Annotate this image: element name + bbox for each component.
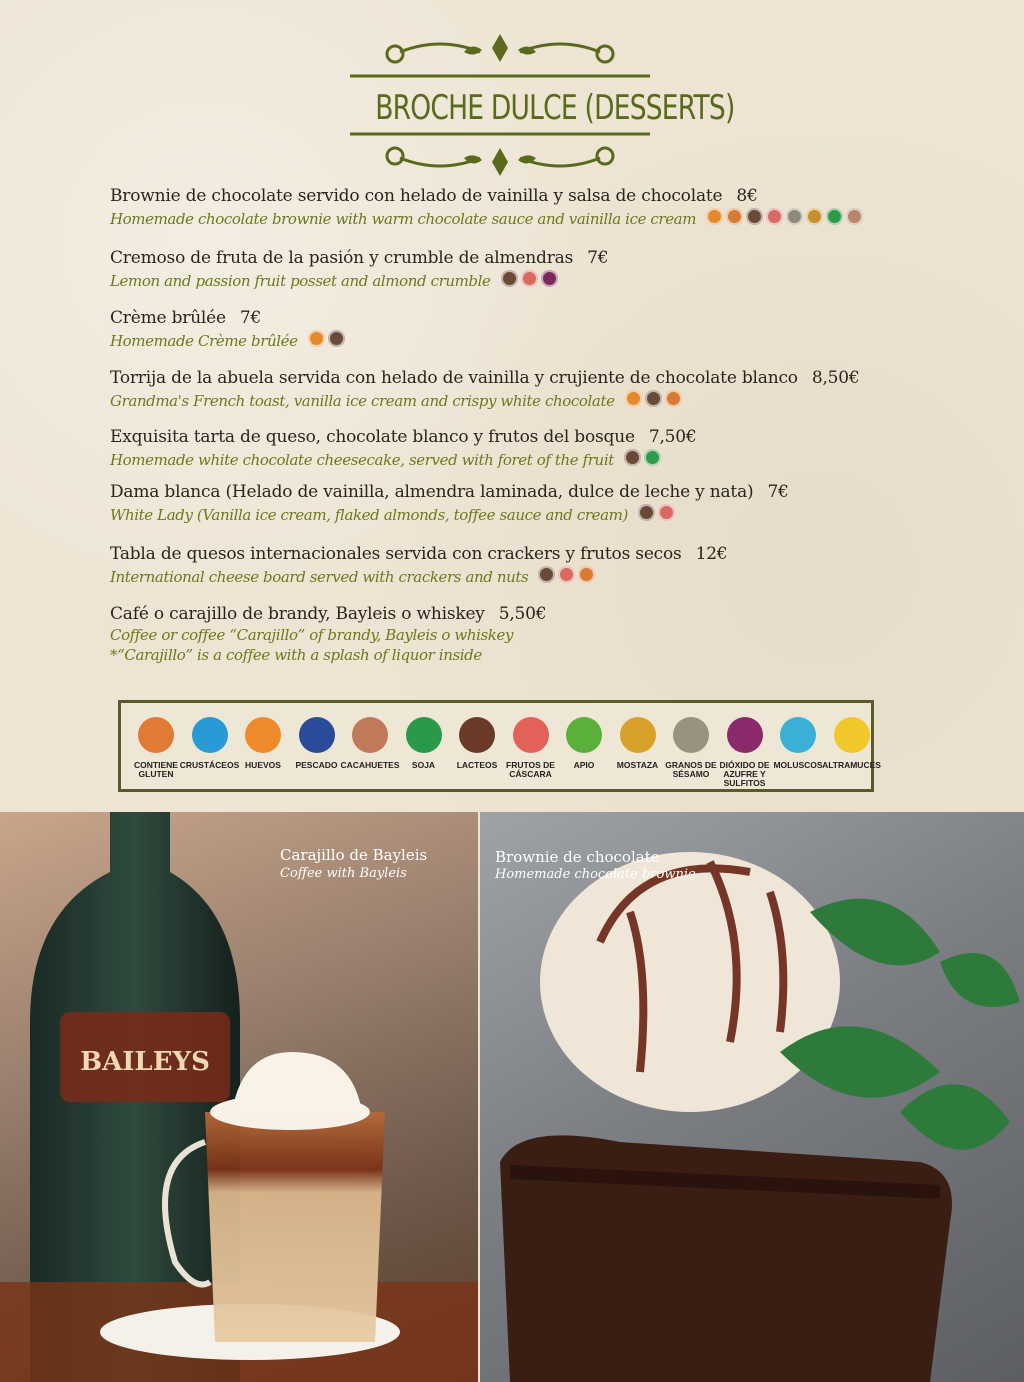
allergen-icon	[826, 208, 843, 225]
dish-description: Homemade chocolate brownie with warm chocolate sauce and vainilla ice cream	[110, 209, 697, 228]
celery-icon	[566, 717, 602, 753]
legend-label: MOLUSCOS	[773, 760, 823, 770]
allergen-icons	[308, 330, 348, 351]
baileys-coffee-image	[0, 812, 478, 1382]
allergen-icons	[638, 504, 678, 525]
allergen-icon	[665, 390, 682, 407]
list-item	[110, 544, 727, 587]
allergen-icon	[645, 390, 662, 407]
dish-description: Grandma's French toast, vanilla ice cream and crispy white chocolate	[110, 391, 615, 410]
eggs-icon	[245, 717, 281, 753]
allergen-icon	[726, 208, 743, 225]
allergen-icon	[746, 208, 763, 225]
menu-title: BROCHE DULCE (DESSERTS)	[375, 88, 735, 128]
legend-label: PESCADO	[295, 760, 338, 770]
allergen-icon	[846, 208, 863, 225]
dish-price: 12€	[695, 544, 728, 564]
dish-description: Coffee or coffee “Carajillo” of brandy, Bayleis o whiskey	[110, 626, 514, 644]
list-item	[110, 186, 866, 229]
fish-icon	[299, 717, 335, 753]
dish-name: Tabla de quesos internacionales servida con crackers y frutos secos	[110, 544, 682, 564]
sulphite-icon	[727, 717, 763, 753]
menu-header	[340, 30, 735, 180]
sesame-icon	[673, 717, 709, 753]
milk-icon	[459, 717, 495, 753]
list-item	[110, 308, 348, 351]
dish-name: Dama blanca (Helado de vainilla, almendra laminada, dulce de leche y nata)	[110, 482, 754, 502]
dish-description: International cheese board served with crackers and nuts	[110, 567, 529, 586]
photo-subtitle: Coffee with Bayleis	[280, 866, 407, 881]
photo-title: Carajillo de Bayleis	[280, 846, 428, 864]
dish-price: 7€	[767, 482, 789, 502]
allergen-icon	[806, 208, 823, 225]
soy-icon	[406, 717, 442, 753]
wheat-icon	[138, 717, 174, 753]
dish-description: Homemade white chocolate cheesecake, served with foret of the fruit	[110, 450, 614, 469]
dish-description: Lemon and passion fruit posset and almond crumble	[110, 271, 491, 290]
list-item	[110, 248, 608, 291]
allergen-icons	[706, 208, 866, 229]
crab-icon	[192, 717, 228, 753]
allergen-icon	[644, 449, 661, 466]
legend-label: ALTRAMUCES	[822, 760, 881, 770]
allergen-icon	[558, 566, 575, 583]
allergen-icon	[521, 270, 538, 287]
list-item	[110, 368, 860, 411]
dish-price: 7€	[587, 248, 609, 268]
peanut-icon	[352, 717, 388, 753]
legend-label: SOJA	[411, 760, 436, 770]
dish-name: Brownie de chocolate servido con helado de vainilla y salsa de chocolate	[110, 186, 723, 206]
dish-price: 7€	[239, 308, 262, 328]
list-item	[110, 604, 546, 664]
shell-icon	[780, 717, 816, 753]
allergen-icons	[538, 566, 598, 587]
dish-note: *“Carajillo” is a coffee with a splash of liquor inside	[110, 646, 482, 664]
allergen-icon	[578, 566, 595, 583]
allergen-icons	[624, 449, 664, 470]
dish-price: 7,50€	[648, 427, 697, 447]
dish-name: Café o carajillo de brandy, Bayleis o whiskey	[110, 604, 485, 624]
mustard-icon	[620, 717, 656, 753]
dish-price: 5,50€	[498, 604, 547, 624]
nut-icon	[513, 717, 549, 753]
allergen-icon	[625, 390, 642, 407]
allergen-icon	[501, 270, 518, 287]
allergen-icons	[501, 270, 561, 291]
carajillo-photo	[0, 812, 478, 1382]
legend-label: HUEVOS	[245, 760, 281, 770]
allergen-icon	[766, 208, 783, 225]
allergen-icon	[538, 566, 555, 583]
allergen-legend	[118, 700, 881, 792]
legend-item	[817, 717, 887, 770]
allergen-icon	[624, 449, 641, 466]
lupin-icon	[834, 717, 870, 753]
legend-label: GRANOS DE SÉSAMO	[665, 760, 717, 779]
legend-label: CONTIENE GLUTEN	[134, 760, 178, 779]
legend-label: MOSTAZA	[616, 760, 659, 770]
allergen-icon	[786, 208, 803, 225]
legend-label: CRUSTÁCEOS	[179, 760, 240, 770]
list-item	[110, 482, 789, 525]
dish-name: Exquisita tarta de queso, chocolate blanco y frutos del bosque	[110, 427, 635, 447]
dish-name: Torrija de la abuela servida con helado de vainilla y crujiente de chocolate blanco	[110, 368, 798, 388]
legend-label: APIO	[573, 760, 595, 770]
allergen-icon	[328, 330, 345, 347]
photo-subtitle: Homemade chocolate brownie	[495, 867, 696, 882]
allergen-icons	[625, 390, 685, 411]
dish-description: White Lady (Vanilla ice cream, flaked almonds, toffee sauce and cream)	[110, 505, 628, 524]
allergen-icon	[541, 270, 558, 287]
dish-name: Cremoso de fruta de la pasión y crumble de almendras	[110, 248, 574, 268]
allergen-icon	[308, 330, 325, 347]
brownie-image	[480, 812, 1024, 1382]
allergen-icon	[658, 504, 675, 521]
dish-price: 8,50€	[811, 368, 860, 388]
brownie-photo	[480, 812, 1024, 1382]
legend-label: CACAHUETES	[340, 760, 400, 770]
allergen-icon	[638, 504, 655, 521]
dish-name: Crème brûlée	[110, 308, 226, 328]
bottle-label: BAILEYS	[80, 1047, 210, 1077]
legend-label: LACTEOS	[456, 760, 498, 770]
dish-price: 8€	[736, 186, 758, 206]
allergen-icon	[706, 208, 723, 225]
list-item	[110, 427, 697, 470]
dish-description: Homemade Crème brûlée	[110, 331, 298, 350]
legend-label: FRUTOS DE CÁSCARA	[506, 760, 555, 779]
photo-title: Brownie de chocolate	[495, 848, 660, 866]
legend-label: DIÓXIDO DE AZUFRE Y SULFITOS	[719, 760, 770, 788]
